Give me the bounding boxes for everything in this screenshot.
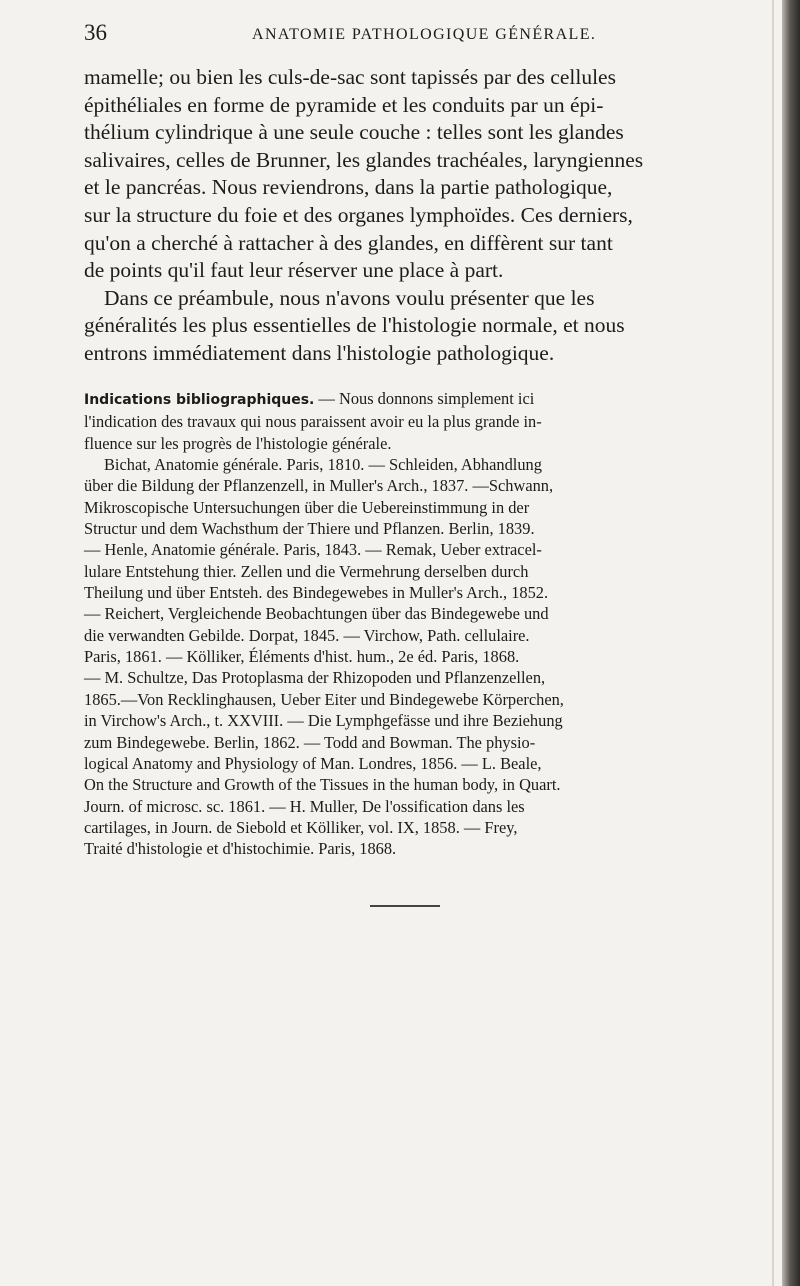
main-paragraphs — [84, 64, 770, 368]
text-line: épithéliales en forme de pyramide et les conduits par un épi- — [84, 92, 604, 117]
biblio-line: 1865.—Von Recklinghausen, Ueber Eiter und Bindegewebe Körperchen, — [84, 689, 564, 709]
biblio-line: On the Structure and Growth of the Tissues in the human body, in Quart. — [84, 775, 561, 795]
section-rule — [370, 905, 440, 907]
biblio-line: lulare Entstehung thier. Zellen und die Vermehrung derselben durch — [84, 561, 529, 581]
bibliography-section — [84, 388, 770, 860]
binding-line — [772, 0, 774, 1286]
biblio-line: fluence sur les progrès de l'histologie générale. — [84, 433, 392, 453]
page-header — [62, 20, 762, 50]
text-line: et le pancréas. Nous reviendrons, dans la partie pathologique, — [84, 175, 613, 200]
biblio-line: Traité d'histologie et d'histochimie. Paris, 1868. — [84, 839, 397, 859]
biblio-line: Journ. of microsc. sc. 1861. — H. Muller, De l'ossification dans les — [84, 796, 525, 816]
biblio-line: Paris, 1861. — Kölliker, Éléments d'hist. hum., 2e éd. Paris, 1868. — [84, 647, 520, 667]
biblio-line: Theilung und über Entsteh. des Bindegewebes in Muller's Arch., 1852. — [84, 583, 549, 603]
page-number: 36 — [84, 20, 107, 45]
bibliography-first-line — [84, 388, 770, 411]
bibliography-intro: — Nous donnons simplement ici — [314, 389, 535, 408]
biblio-line: — M. Schultze, Das Protoplasma der Rhizopoden und Pflanzenzellen, — [84, 668, 546, 688]
text-line: thélium cylindrique à une seule couche : telles sont les glandes — [84, 120, 624, 145]
text-line: salivaires, celles de Brunner, les glandes trachéales, laryngiennes — [84, 147, 644, 172]
biblio-line: die verwandten Gebilde. Dorpat, 1845. — Virchow, Path. cellulaire. — [84, 625, 530, 645]
biblio-line: Mikroscopische Untersuchungen über die Uebereinstimmung in der — [84, 497, 530, 517]
biblio-line: über die Bildung der Pflanzenzell, in Muller's Arch., 1837. —Schwann, — [84, 476, 554, 496]
text-line: mamelle; ou bien les culs-de-sac sont tapissés par des cellules — [84, 65, 616, 89]
text-line: sur la structure du foie et des organes lymphoïdes. Ces derniers, — [84, 202, 633, 227]
page-edge-shadow — [782, 0, 800, 1286]
biblio-line: zum Bindegewebe. Berlin, 1862. — Todd and Bowman. The physio- — [84, 732, 536, 752]
biblio-line: — Reichert, Vergleichende Beobachtungen über das Bindegewebe und — [84, 604, 549, 624]
biblio-line: — Henle, Anatomie générale. Paris, 1843. — Remak, Ueber extracel- — [84, 540, 542, 560]
running-title: ANATOMIE PATHOLOGIQUE GÉNÉRALE. — [252, 26, 597, 43]
biblio-line: Bichat, Anatomie générale. Paris, 1810. — Schleiden, Abhandlung — [104, 455, 542, 475]
text-line: Dans ce préambule, nous n'avons voulu présenter que les — [104, 285, 595, 310]
text-line: entrons immédiatement dans l'histologie pathologique. — [84, 340, 555, 365]
text-line: généralités les plus essentielles de l'histologie normale, et nous — [84, 313, 625, 338]
text-line: qu'on a cherché à rattacher à des glandes, en diffèrent sur tant — [84, 230, 613, 255]
biblio-line: l'indication des travaux qui nous paraissent avoir eu la plus grande in- — [84, 412, 542, 432]
biblio-line: cartilages, in Journ. de Siebold et Kölliker, vol. IX, 1858. — Frey, — [84, 817, 518, 837]
biblio-line: Structur und dem Wachsthum der Thiere und Pflanzen. Berlin, 1839. — [84, 519, 535, 539]
biblio-line: in Virchow's Arch., t. XXVIII. — Die Lymphgefässe und ihre Beziehung — [84, 711, 563, 731]
biblio-line: logical Anatomy and Physiology of Man. Londres, 1856. — L. Beale, — [84, 753, 542, 773]
bibliography-heading: Indications bibliographiques. — [84, 392, 315, 408]
text-line: de points qu'il faut leur réserver une place à part. — [84, 258, 504, 283]
